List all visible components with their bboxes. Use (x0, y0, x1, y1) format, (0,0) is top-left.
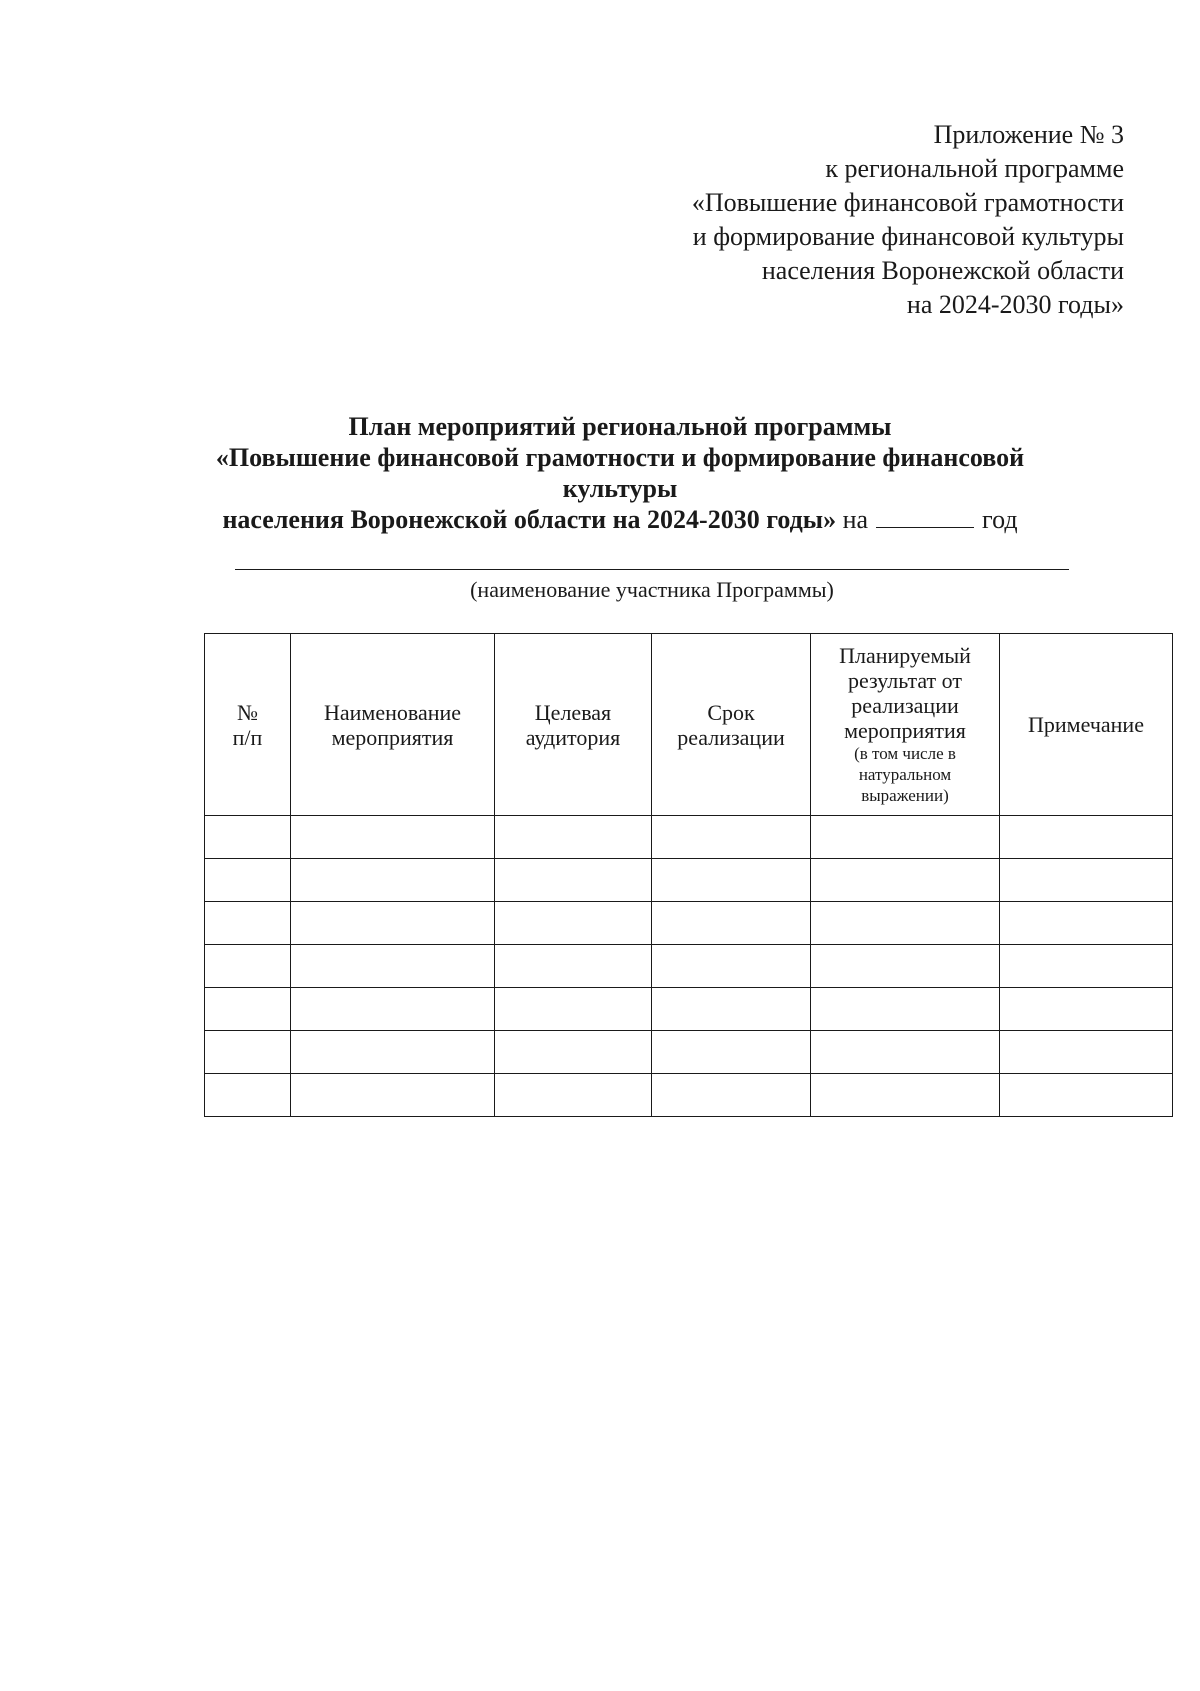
annex-line: «Повышение финансовой грамотности (691, 188, 1124, 217)
title-line-bold-part: населения Воронежской области на 2024-2030 годы» (222, 505, 837, 534)
cell-term[interactable] (652, 859, 811, 902)
header-result-line: результат от (848, 668, 962, 693)
header-note-label: Примечание (1028, 712, 1144, 737)
cell-note[interactable] (1000, 816, 1173, 859)
header-term (652, 634, 811, 816)
title-line: «Повышение финансовой грамотности и формирование финансовой (215, 443, 1025, 472)
table-row (205, 1031, 1173, 1074)
cell-term[interactable] (652, 816, 811, 859)
cell-planned-result[interactable] (811, 945, 1000, 988)
cell-target-audience[interactable] (495, 902, 652, 945)
cell-note[interactable] (1000, 945, 1173, 988)
header-note (1000, 634, 1173, 816)
annex-line: на 2024-2030 годы» (906, 290, 1124, 319)
header-result-line: Планируемый (839, 643, 971, 668)
cell-number[interactable] (205, 859, 291, 902)
table-row (205, 1074, 1173, 1117)
table-header-row (205, 634, 1173, 816)
cell-note[interactable] (1000, 1074, 1173, 1117)
header-result-note: натуральном (858, 765, 952, 784)
cell-target-audience[interactable] (495, 816, 652, 859)
header-term-line: реализации (677, 724, 785, 750)
header-audience-line: аудитория (525, 724, 621, 750)
annex-header (524, 118, 1124, 322)
cell-note[interactable] (1000, 1031, 1173, 1074)
cell-number[interactable] (205, 988, 291, 1031)
cell-note[interactable] (1000, 902, 1173, 945)
table-row (205, 902, 1173, 945)
cell-planned-result[interactable] (811, 988, 1000, 1031)
header-event-name-line: мероприятия (331, 724, 454, 750)
table-row (205, 816, 1173, 859)
header-number-line: № (237, 699, 258, 725)
cell-number[interactable] (205, 902, 291, 945)
cell-number[interactable] (205, 816, 291, 859)
cell-number[interactable] (205, 1031, 291, 1074)
cell-event-name[interactable] (291, 816, 495, 859)
cell-planned-result[interactable] (811, 1074, 1000, 1117)
header-result-note: выражении) (861, 786, 949, 805)
cell-event-name[interactable] (291, 988, 495, 1031)
header-result-note: (в том числе в (854, 744, 956, 763)
cell-target-audience[interactable] (495, 945, 652, 988)
annex-line: населения Воронежской области (761, 256, 1124, 285)
cell-event-name[interactable] (291, 1074, 495, 1117)
plan-table (204, 633, 1173, 1117)
title-on-word: на (842, 505, 869, 534)
cell-target-audience[interactable] (495, 1031, 652, 1074)
participant-caption: (наименование участника Программы) (470, 577, 834, 602)
title-line: культуры (562, 474, 678, 503)
cell-term[interactable] (652, 1031, 811, 1074)
header-audience-line: Целевая (534, 699, 612, 725)
cell-note[interactable] (1000, 988, 1173, 1031)
header-result-line: мероприятия (844, 718, 966, 743)
title-line-year (150, 504, 1090, 535)
header-planned-result (811, 634, 1000, 816)
cell-term[interactable] (652, 988, 811, 1031)
header-target-audience (495, 634, 652, 816)
cell-term[interactable] (652, 902, 811, 945)
header-number-line: п/п (232, 724, 263, 750)
cell-planned-result[interactable] (811, 902, 1000, 945)
title-line: План мероприятий региональной программы (348, 412, 892, 441)
document-title (150, 411, 1090, 535)
table-row (205, 859, 1173, 902)
header-result-line: реализации (851, 693, 959, 718)
header-event-name-line: Наименование (323, 699, 462, 725)
cell-target-audience[interactable] (495, 988, 652, 1031)
cell-event-name[interactable] (291, 859, 495, 902)
cell-event-name[interactable] (291, 902, 495, 945)
title-year-word: год (982, 505, 1018, 534)
header-term-line: Срок (707, 699, 755, 725)
header-number (205, 634, 291, 816)
cell-number[interactable] (205, 1074, 291, 1117)
table-body (205, 816, 1173, 1117)
annex-line: и формирование финансовой культуры (692, 222, 1124, 251)
cell-planned-result[interactable] (811, 816, 1000, 859)
cell-note[interactable] (1000, 859, 1173, 902)
table-row (205, 988, 1173, 1031)
cell-event-name[interactable] (291, 945, 495, 988)
header-event-name (291, 634, 495, 816)
cell-event-name[interactable] (291, 1031, 495, 1074)
table-row (205, 945, 1173, 988)
year-blank-field[interactable] (876, 505, 974, 528)
annex-line: Приложение № 3 (933, 120, 1124, 149)
participant-blank-line[interactable] (235, 569, 1069, 570)
cell-term[interactable] (652, 945, 811, 988)
annex-line: к региональной программе (825, 154, 1124, 183)
cell-term[interactable] (652, 1074, 811, 1117)
cell-planned-result[interactable] (811, 859, 1000, 902)
cell-target-audience[interactable] (495, 1074, 652, 1117)
cell-target-audience[interactable] (495, 859, 652, 902)
cell-number[interactable] (205, 945, 291, 988)
cell-planned-result[interactable] (811, 1031, 1000, 1074)
